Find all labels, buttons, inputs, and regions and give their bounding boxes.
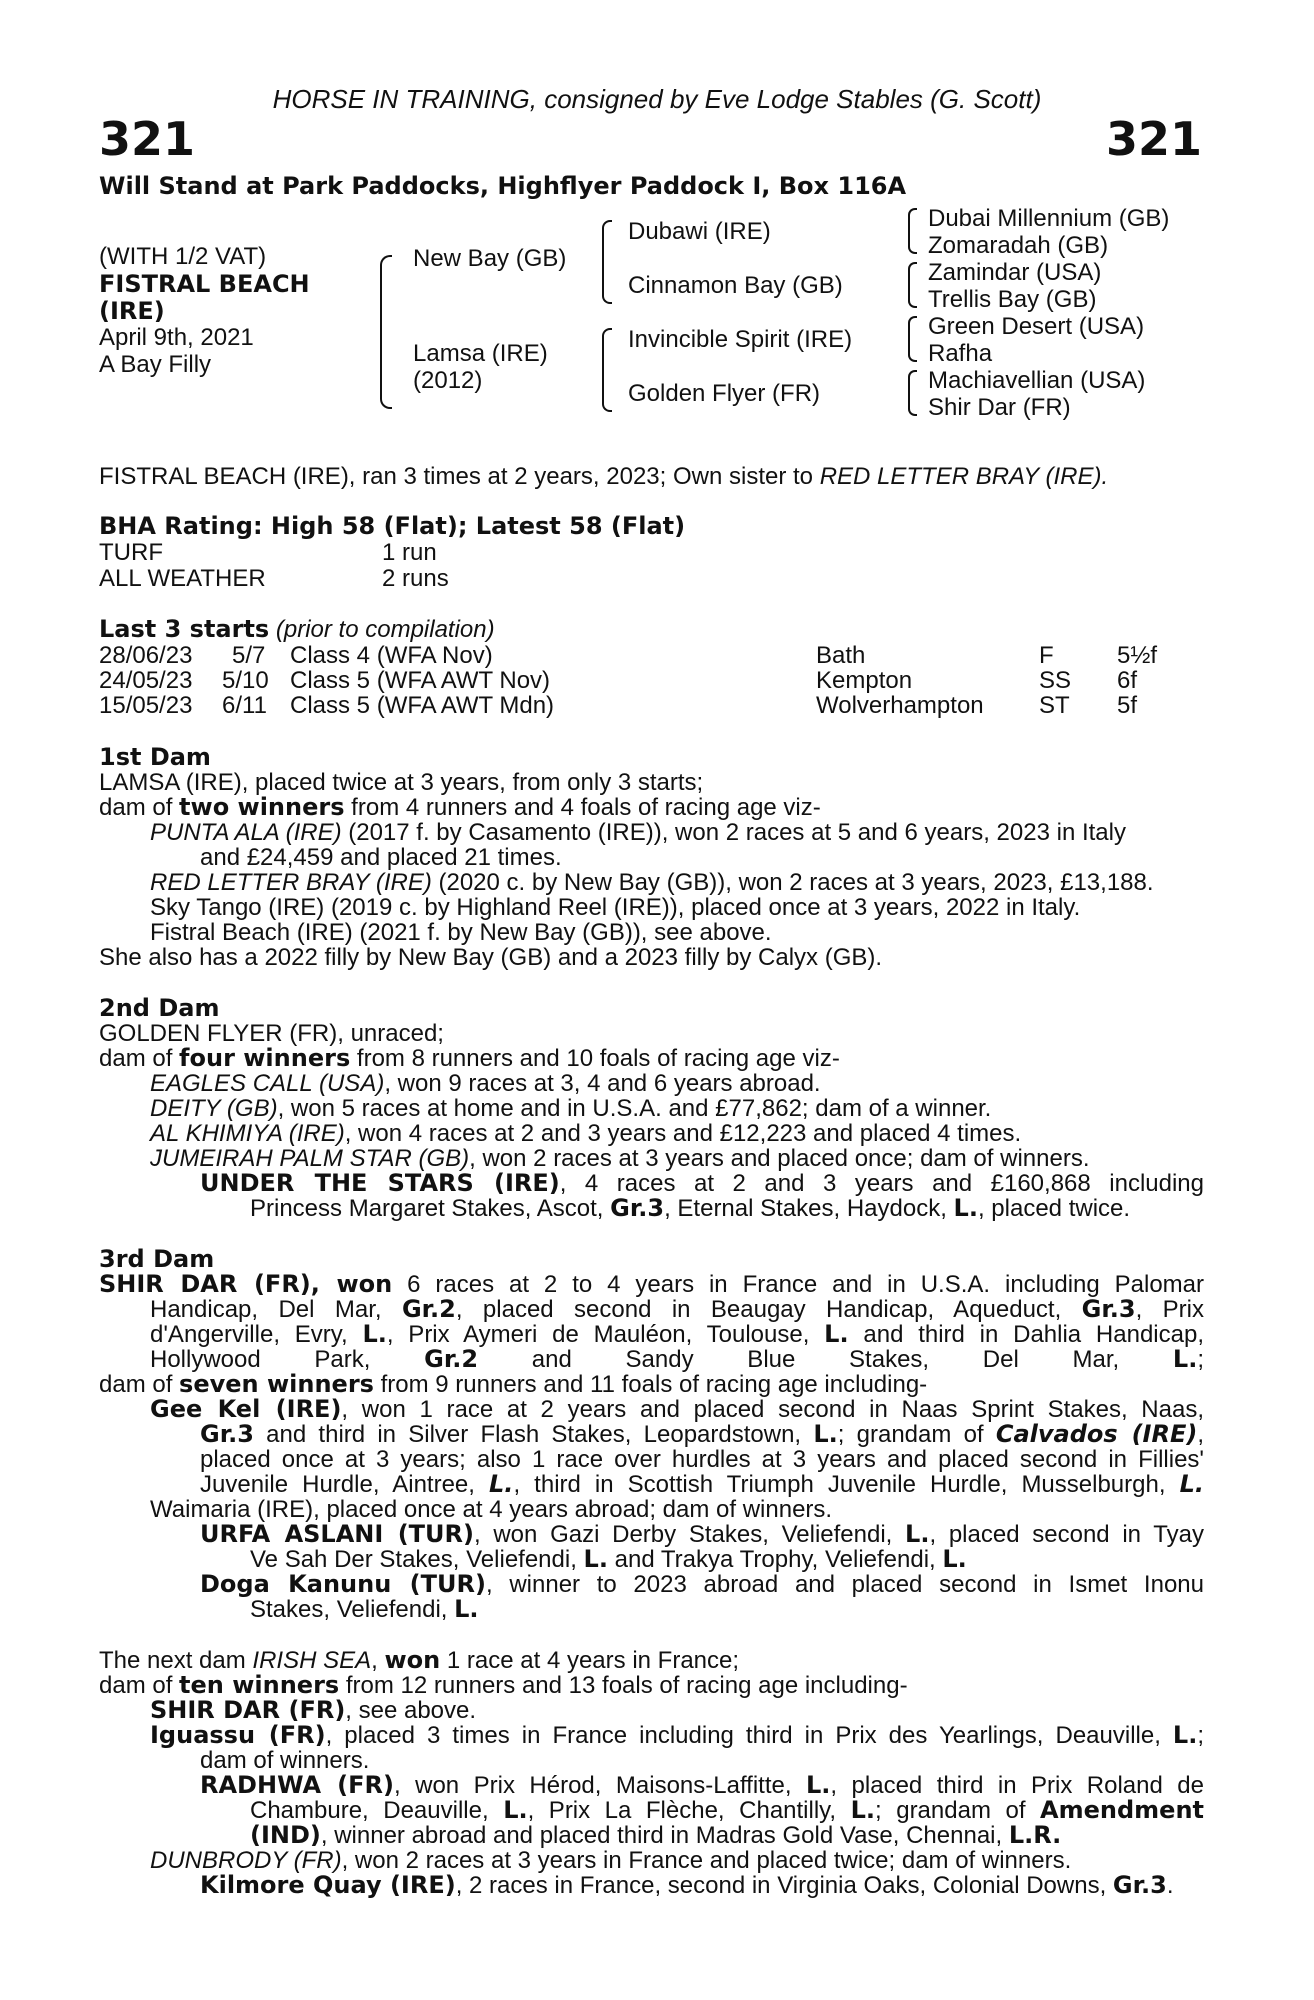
consignment-line: HORSE IN TRAINING, consigned by Eve Lodge Stables (G. Scott) (272, 84, 1042, 114)
horse-name-country: (IRE) (99, 297, 165, 325)
first-dam-line: Sky Tango (IRE) (2019 c. by Highland Reel (IRE)), placed once at 3 years, 2022 in Italy. (150, 894, 1081, 921)
second-dam-title: 2nd Dam (99, 994, 220, 1022)
pedigree-dam-sire: Invincible Spirit (IRE) (628, 326, 853, 353)
pedigree-gg-2: Zomaradah (GB) (928, 232, 1109, 259)
first-dam-line: Fistral Beach (IRE) (2021 f. by New Bay (GB)), see above. (150, 919, 772, 946)
third-dam-line: Gee Kel (IRE), won 1 race at 2 years and placed second in Naas Sprint Stakes, Naas, (150, 1395, 1204, 1423)
pedigree-gg-6: Rafha (928, 340, 993, 367)
next-dam-line: Iguassu (FR), placed 3 times in France including third in Prix des Yearlings, Deauville, L.; (150, 1721, 1204, 1749)
second-dam-line: GOLDEN FLYER (FR), unraced; (99, 1020, 444, 1047)
third-dam-line: Handicap, Del Mar, Gr.2, placed second in Beaugay Handicap, Aqueduct, Gr.3, Prix (150, 1295, 1205, 1323)
first-dam-line: dam of two winners from 4 runners and 4 foals of racing age viz- (99, 793, 821, 821)
rating-all-weather: ALL WEATHER 2 runs (99, 565, 449, 592)
lot-number-left: 321 (99, 112, 196, 166)
second-dam-line: UNDER THE STARS (IRE), 4 races at 2 and 3 years and £160,868 including (200, 1169, 1204, 1197)
pedigree-dam: Lamsa (IRE) (413, 340, 548, 367)
third-dam-line: Gr.3 and third in Silver Flash Stakes, Leopardstown, L.; grandam of Calvados (IRE), (200, 1420, 1204, 1448)
third-dam-title: 3rd Dam (99, 1245, 215, 1273)
second-dam-line: AL KHIMIYA (IRE), won 4 races at 2 and 3 years and £12,223 and placed 4 times. (150, 1120, 1022, 1147)
next-dam-line: DUNBRODY (FR), won 2 races at 3 years in France and placed twice; dam of winners. (150, 1847, 1072, 1874)
vat-note: (WITH 1/2 VAT) (99, 243, 267, 270)
first-dam-title: 1st Dam (99, 743, 211, 771)
rating-title: BHA Rating: High 58 (Flat); Latest 58 (Flat) (99, 512, 686, 540)
summary-line: FISTRAL BEACH (IRE), ran 3 times at 2 years, 2023; Own sister to RED LETTER BRAY (IRE). (99, 463, 1109, 490)
third-dam-line: Waimaria (IRE), placed once at 4 years abroad; dam of winners. (150, 1496, 833, 1523)
pedigree-brace-dam (602, 328, 612, 412)
horse-description: A Bay Filly (99, 351, 212, 378)
pedigree-dam-dam: Golden Flyer (FR) (628, 380, 821, 407)
second-dam-line: EAGLES CALL (USA), won 9 races at 3, 4 and 6 years abroad. (150, 1070, 821, 1097)
pedigree-sire-sire: Dubawi (IRE) (628, 218, 771, 245)
next-dam-line: (IND), winner abroad and placed third in Madras Gold Vase, Chennai, L.R. (250, 1821, 1062, 1849)
third-dam-line: URFA ASLANI (TUR), won Gazi Derby Stakes, Veliefendi, L., placed second in Tyay (200, 1520, 1204, 1548)
second-dam-line: DEITY (GB), won 5 races at home and in U.S.A. and £77,862; dam of a winner. (150, 1095, 992, 1122)
second-dam-line: Princess Margaret Stakes, Ascot, Gr.3, Eternal Stakes, Haydock, L., placed twice. (250, 1194, 1131, 1222)
first-dam-line: and £24,459 and placed 21 times. (200, 844, 562, 871)
third-dam-line: Doga Kanunu (TUR), winner to 2023 abroad and placed second in Ismet Inonu (200, 1570, 1204, 1598)
pedigree-dam-year: (2012) (413, 367, 483, 394)
third-dam-line: Stakes, Veliefendi, L. (250, 1595, 479, 1623)
third-dam-line: d'Angerville, Evry, L., Prix Aymeri de Mauléon, Toulouse, L. and third in Dahlia Handicap, (150, 1320, 1204, 1348)
first-dam-line: PUNTA ALA (IRE) (2017 f. by Casamento (IRE)), won 2 races at 5 and 6 years, 2023 in Italy (150, 819, 1126, 846)
pedigree-sire-dam: Cinnamon Bay (GB) (628, 272, 843, 299)
third-dam-line: Ve Sah Der Stakes, Veliefendi, L. and Trakya Trophy, Veliefendi, L. (250, 1545, 967, 1573)
third-dam-line: Juvenile Hurdle, Aintree, L., third in Scottish Triumph Juvenile Hurdle, Musselburgh, L. (200, 1470, 1205, 1498)
horse-name: FISTRAL BEACH (99, 270, 310, 298)
pedigree-brace-main (380, 255, 392, 409)
lot-number-right: 321 (1105, 112, 1202, 166)
next-dam-line: The next dam IRISH SEA, won 1 race at 4 years in France; (99, 1646, 740, 1674)
next-dam-line: SHIR DAR (FR), see above. (150, 1696, 477, 1724)
pedigree-gg-7: Machiavellian (USA) (928, 367, 1146, 394)
third-dam-line: Hollywood Park, Gr.2 and Sandy Blue Stakes, Del Mar, L.; (150, 1345, 1204, 1373)
next-dam-line: dam of winners. (200, 1747, 370, 1774)
third-dam-line: SHIR DAR (FR), won 6 races at 2 to 4 years in France and in U.S.A. including Palomar (99, 1270, 1204, 1298)
first-dam-line: LAMSA (IRE), placed twice at 3 years, from only 3 starts; (99, 769, 704, 796)
pedigree-gg-8: Shir Dar (FR) (928, 394, 1071, 421)
next-dam-line: RADHWA (FR), won Prix Hérod, Maisons-Laffitte, L., placed third in Prix Roland de (200, 1771, 1205, 1799)
pedigree-brace-g2 (908, 262, 917, 308)
third-dam-line: dam of seven winners from 9 runners and 11 foals of racing age including- (99, 1370, 928, 1398)
foaling-date: April 9th, 2021 (99, 324, 254, 351)
pedigree-gg-5: Green Desert (USA) (928, 313, 1145, 340)
third-dam-line: placed once at 3 years; also 1 race over hurdles at 3 years and placed second in Fillies' (200, 1446, 1204, 1473)
pedigree-gg-1: Dubai Millennium (GB) (928, 205, 1170, 232)
pedigree-sire: New Bay (GB) (413, 245, 567, 272)
pedigree-brace-g4 (908, 370, 917, 416)
pedigree-brace-g1 (908, 208, 917, 254)
rating-turf: TURF 1 run (99, 539, 437, 566)
first-dam-line: RED LETTER BRAY (IRE) (2020 c. by New Bay (GB)), won 2 races at 3 years, 2023, £13,188. (150, 869, 1154, 896)
pedigree-gg-3: Zamindar (USA) (928, 259, 1102, 286)
first-dam-line: She also has a 2022 filly by New Bay (GB) and a 2023 filly by Calyx (GB). (99, 944, 883, 971)
second-dam-line: JUMEIRAH PALM STAR (GB), won 2 races at 3 years and placed once; dam of winners. (150, 1145, 1090, 1172)
pedigree-brace-g3 (908, 316, 917, 362)
next-dam-line: Kilmore Quay (IRE), 2 races in France, second in Virginia Oaks, Colonial Downs, Gr.3. (200, 1871, 1174, 1899)
second-dam-line: dam of four winners from 8 runners and 10 foals of racing age viz- (99, 1044, 840, 1072)
next-dam-line: dam of ten winners from 12 runners and 13 foals of racing age including- (99, 1671, 908, 1699)
next-dam-line: Chambure, Deauville, L., Prix La Flèche, Chantilly, L.; grandam of Amendment (250, 1796, 1204, 1824)
stand-location: Will Stand at Park Paddocks, Highflyer Paddock I, Box 116A (99, 172, 907, 200)
pedigree-brace-sire (602, 220, 612, 304)
pedigree-gg-4: Trellis Bay (GB) (928, 286, 1097, 313)
starts-title: Last 3 starts (prior to compilation) (99, 615, 495, 643)
